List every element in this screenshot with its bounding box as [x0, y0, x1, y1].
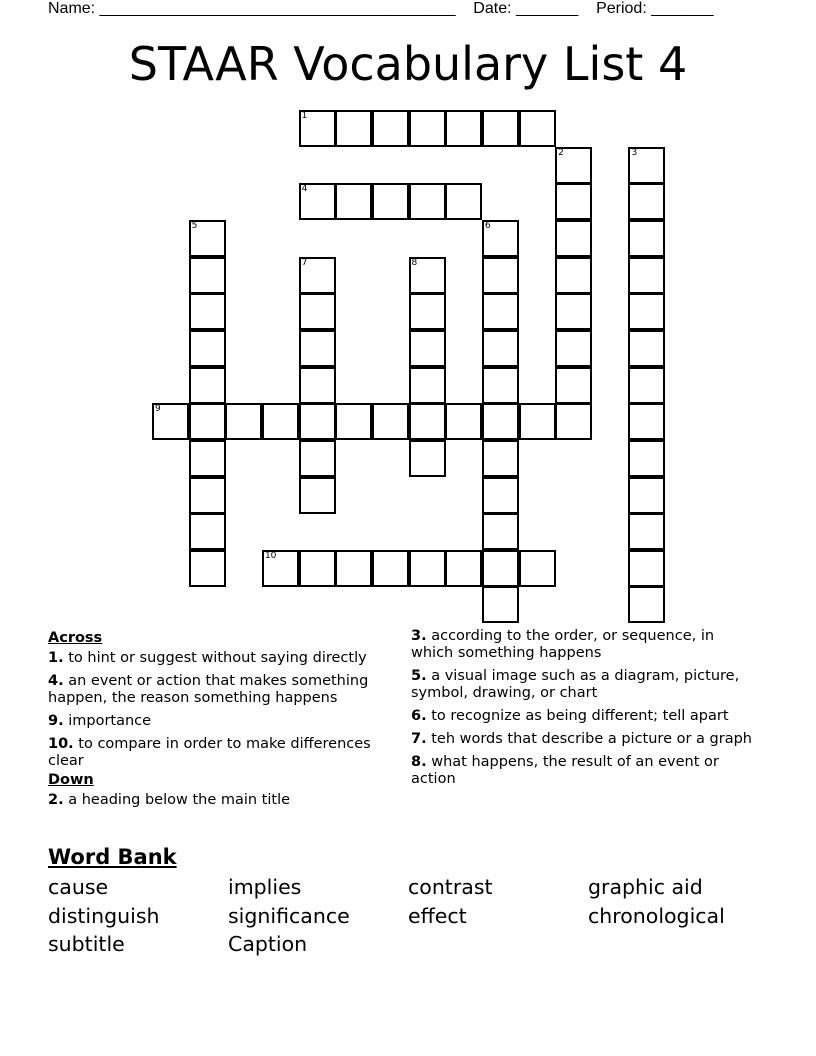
- clue-number: 7: [301, 257, 308, 268]
- crossword-cell[interactable]: [409, 257, 446, 294]
- clue-number: 5: [191, 220, 198, 231]
- crossword-cell[interactable]: [189, 293, 226, 330]
- crossword-cell[interactable]: [262, 403, 299, 440]
- crossword-cell[interactable]: [189, 440, 226, 477]
- crossword-cell[interactable]: [482, 293, 519, 330]
- period-blank[interactable]: _______: [651, 0, 714, 17]
- crossword-cell[interactable]: [482, 330, 519, 367]
- crossword-cell[interactable]: [555, 367, 592, 404]
- crossword-cell[interactable]: [335, 550, 372, 587]
- word-bank-item: graphic aid: [588, 875, 703, 899]
- crossword-cell[interactable]: [628, 440, 665, 477]
- crossword-cell[interactable]: [555, 183, 592, 220]
- page-title: STAAR Vocabulary List 4: [128, 37, 688, 91]
- crossword-cell[interactable]: [519, 403, 556, 440]
- crossword-cell[interactable]: [482, 220, 519, 257]
- crossword-cell[interactable]: [372, 110, 409, 147]
- clues-left-column: [48, 628, 398, 815]
- crossword-cell[interactable]: [299, 440, 336, 477]
- clue-number: 10: [264, 550, 277, 561]
- crossword-cell[interactable]: [189, 513, 226, 550]
- crossword-cell[interactable]: [519, 110, 556, 147]
- crossword-cell[interactable]: [189, 477, 226, 514]
- clue-across-10: 10. to compare in order to make differences clear: [48, 736, 371, 769]
- crossword-cell[interactable]: [482, 110, 519, 147]
- crossword-cell[interactable]: [482, 367, 519, 404]
- clue-number: 4: [301, 184, 308, 195]
- name-label: Name:: [48, 0, 96, 17]
- crossword-cell[interactable]: [445, 550, 482, 587]
- crossword-cell[interactable]: [409, 330, 446, 367]
- crossword-cell[interactable]: [482, 257, 519, 294]
- clue-number: 8: [411, 257, 418, 268]
- clue-down-2: 2. a heading below the main title: [48, 792, 291, 808]
- crossword-cell[interactable]: [335, 403, 372, 440]
- word-bank: [48, 873, 768, 959]
- crossword-cell[interactable]: [372, 183, 409, 220]
- clue-across-4: 4. an event or action that makes something happen, the reason something happens: [48, 673, 369, 706]
- crossword-cell[interactable]: [555, 293, 592, 330]
- crossword-cell[interactable]: [262, 550, 299, 587]
- crossword-cell[interactable]: [628, 293, 665, 330]
- crossword-cell[interactable]: [335, 183, 372, 220]
- crossword-cell[interactable]: [335, 110, 372, 147]
- down-heading: Down: [48, 772, 94, 788]
- crossword-cell[interactable]: [628, 257, 665, 294]
- crossword-cell[interactable]: [299, 403, 336, 440]
- crossword-cell[interactable]: [409, 403, 446, 440]
- clue-across-1: 1. to hint or suggest without saying directly: [48, 650, 367, 666]
- date-label: Date:: [473, 0, 512, 17]
- crossword-cell[interactable]: [482, 477, 519, 514]
- crossword-cell[interactable]: [189, 550, 226, 587]
- name-blank[interactable]: ________________________________________: [99, 0, 456, 17]
- clue-number: 2: [558, 147, 564, 158]
- crossword-cell[interactable]: [628, 586, 665, 623]
- period-label: Period:: [596, 0, 647, 17]
- across-heading: Across: [48, 630, 103, 646]
- word-bank-item: contrast: [408, 875, 493, 899]
- date-blank[interactable]: _______: [516, 0, 579, 17]
- crossword-cell[interactable]: [555, 147, 592, 184]
- clue-number: 6: [484, 220, 491, 231]
- clue-down-6: 6. to recognize as being different; tell apart: [411, 708, 729, 724]
- word-bank-item: effect: [408, 903, 467, 928]
- clue-down-3: 3. according to the order, or sequence, in which something happens: [411, 628, 715, 661]
- crossword-cell[interactable]: [628, 403, 665, 440]
- crossword-cell[interactable]: [628, 330, 665, 367]
- crossword-cell[interactable]: [555, 257, 592, 294]
- crossword-cell[interactable]: [299, 110, 336, 147]
- crossword-cell[interactable]: [628, 550, 665, 587]
- clue-number: 9: [155, 404, 161, 415]
- word-bank-item: distinguish: [48, 903, 160, 928]
- crossword-cell[interactable]: [409, 110, 446, 147]
- crossword-cell[interactable]: [555, 330, 592, 367]
- crossword-cell[interactable]: [299, 257, 336, 294]
- clue-down-7: 7. teh words that describe a picture or a graph: [411, 731, 752, 747]
- crossword-cell[interactable]: [189, 403, 226, 440]
- crossword-cell[interactable]: [482, 550, 519, 587]
- crossword-cell[interactable]: [519, 550, 556, 587]
- crossword-cell[interactable]: [372, 550, 409, 587]
- crossword-cell[interactable]: [409, 550, 446, 587]
- word-bank-title: Word Bank: [48, 845, 177, 869]
- crossword-cell[interactable]: [628, 147, 665, 184]
- crossword-cell[interactable]: [409, 183, 446, 220]
- crossword-cell[interactable]: [628, 220, 665, 257]
- clue-across-9: 9. importance: [48, 713, 152, 729]
- crossword-cell[interactable]: [445, 403, 482, 440]
- crossword-cell[interactable]: [189, 257, 226, 294]
- crossword-cell[interactable]: [299, 183, 336, 220]
- crossword-cell[interactable]: [628, 513, 665, 550]
- crossword-cell[interactable]: [299, 293, 336, 330]
- crossword-cell[interactable]: [299, 477, 336, 514]
- crossword-cell[interactable]: [482, 586, 519, 623]
- crossword-cell[interactable]: [225, 403, 262, 440]
- crossword-cell[interactable]: [152, 403, 189, 440]
- crossword-cell[interactable]: [299, 330, 336, 367]
- crossword-cell[interactable]: [409, 367, 446, 404]
- crossword-cell[interactable]: [189, 220, 226, 257]
- word-bank-item: cause: [48, 875, 109, 899]
- crossword-cell[interactable]: [189, 367, 226, 404]
- word-bank-item: implies: [228, 875, 302, 899]
- crossword-cell[interactable]: [189, 330, 226, 367]
- word-bank-item: Caption: [228, 932, 308, 956]
- crossword-cell[interactable]: [482, 513, 519, 550]
- crossword-cell[interactable]: [445, 183, 482, 220]
- clue-down-8: 8. what happens, the result of an event or action: [411, 754, 719, 787]
- clue-number: 1: [301, 111, 308, 121]
- word-bank-item: significance: [228, 903, 350, 928]
- crossword-cell[interactable]: [409, 440, 446, 477]
- word-bank-item: chronological: [588, 903, 725, 928]
- crossword-cell[interactable]: [482, 403, 519, 440]
- crossword-cell[interactable]: [372, 403, 409, 440]
- crossword-cell[interactable]: [555, 220, 592, 257]
- crossword-cell[interactable]: [628, 183, 665, 220]
- crossword-cell[interactable]: [299, 367, 336, 404]
- crossword-cell[interactable]: [445, 110, 482, 147]
- crossword-cell[interactable]: [555, 403, 592, 440]
- clue-down-5: 5. a visual image such as a diagram, picture, symbol, drawing, or chart: [411, 668, 740, 701]
- word-bank-item: subtitle: [48, 932, 125, 956]
- clues-right-column: [411, 628, 756, 794]
- crossword-cell[interactable]: [628, 477, 665, 514]
- clue-number: 3: [631, 147, 638, 158]
- crossword-cell[interactable]: [482, 440, 519, 477]
- crossword-cell[interactable]: [299, 550, 336, 587]
- crossword-cell[interactable]: [628, 367, 665, 404]
- crossword-cell[interactable]: [409, 293, 446, 330]
